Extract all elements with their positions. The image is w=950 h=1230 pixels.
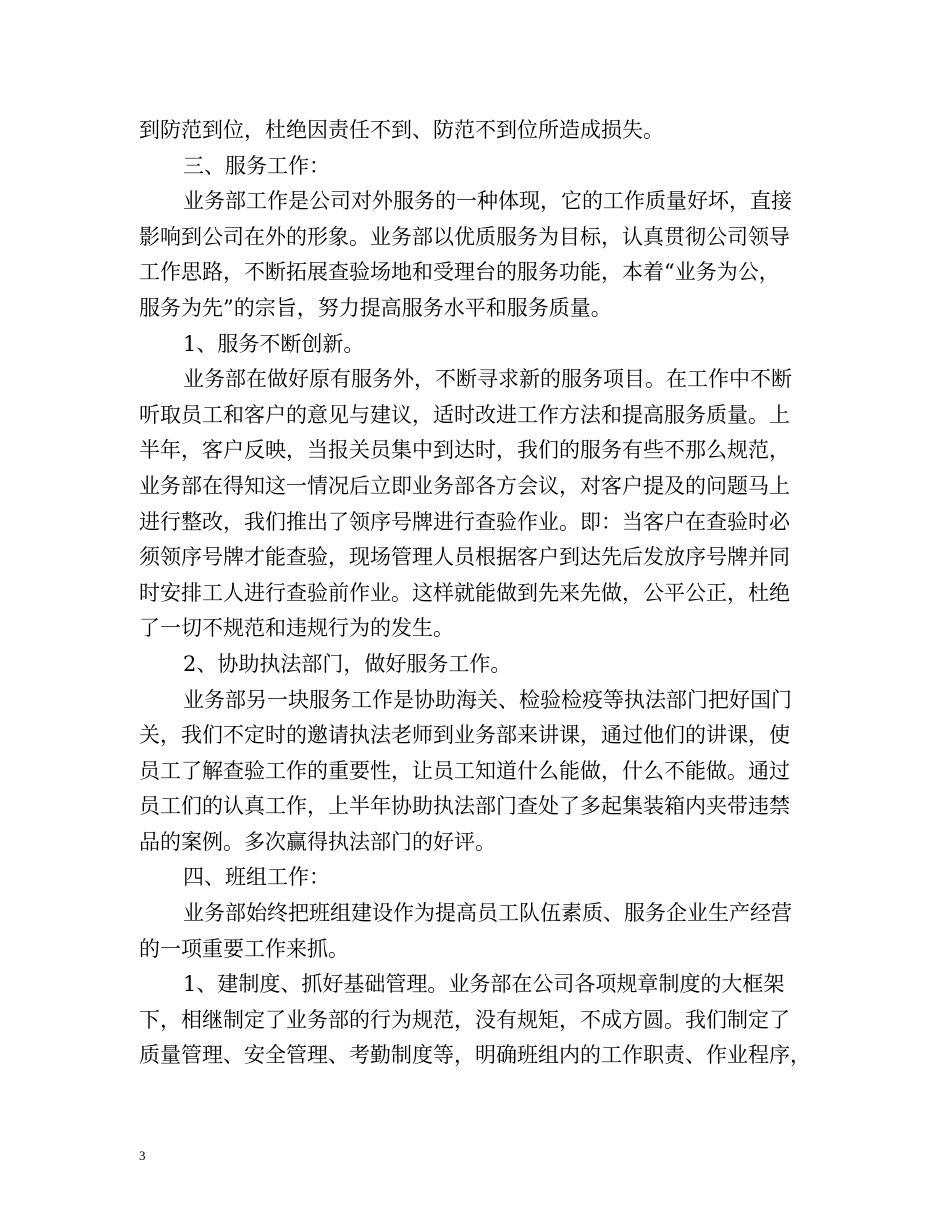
text-line: 工作思路，不断拓展查验场地和受理台的服务功能，本着“业务为公， [139,260,780,285]
text-line: 业务部在得知这一情况后立即业务部各方会议，对客户提及的问题马上 [139,473,790,498]
text-line: 员工了解查验工作的重要性，让员工知道什么能做，什么不能做。通过 [139,758,790,783]
text-line: 听取员工和客户的意见与建议，适时改进工作方法和提高服务质量。上 [139,402,790,427]
text-line: 时安排工人进行查验前作业。这样就能做到先来先做，公平公正，杜绝 [139,580,790,605]
text-line: 员工们的认真工作，上半年协助执法部门查处了多起集装箱内夹带违禁 [139,794,790,819]
text-line: 影响到公司在外的形象。业务部以优质服务为目标，认真贯彻公司领导 [139,224,790,249]
text-line: 品的案例。多次赢得执法部门的好评。 [139,829,496,854]
text-line: 的一项重要工作来抓。 [139,936,349,961]
text-line: 下，相继制定了业务部的行为规范，没有规矩，不成方圆。我们制定了 [139,1007,790,1032]
text-line: 到防范到位，杜绝因责任不到、防范不到位所造成损失。 [139,118,664,142]
document-body [139,113,813,1074]
text-line: 业务部另一块服务工作是协助海关、检验检疫等执法部门把好国门 [183,687,792,712]
text-line: 三、服务工作： [183,153,330,178]
text-line: 质量管理、安全管理、考勤制度等，明确班组内的工作职责、作业程序， [139,1043,811,1068]
text-line: 半年，客户反映，当报关员集中到达时，我们的服务有些不那么规范， [139,438,790,463]
text-line: 了一切不规范和违规行为的发生。 [139,616,454,641]
text-line: 进行整改，我们推出了领序号牌进行查验作业。即：当客户在查验时必 [139,509,790,534]
text-line: 1、服务不断创新。 [183,331,365,356]
text-line: 1、建制度、抓好基础管理。业务部在公司各项规章制度的大框架 [183,972,785,997]
text-line: 须领序号牌才能查验，现场管理人员根据客户到达先后发放序号牌并同 [139,545,790,570]
text-line: 2、协助执法部门，做好服务工作。 [183,651,512,676]
text-line: 业务部工作是公司对外服务的一种体现，它的工作质量好坏，直接 [183,189,792,214]
text-line: 四、班组工作： [183,865,330,890]
text-line: 关，我们不定时的邀请执法老师到业务部来讲课，通过他们的讲课，使 [139,723,790,748]
page-number: 3 [139,1148,146,1163]
text-line: 服务为先”的宗旨，努力提高服务水平和服务质量。 [139,295,612,320]
text-line: 业务部始终把班组建设作为提高员工队伍素质、服务企业生产经营 [183,901,792,926]
text-line: 业务部在做好原有服务外，不断寻求新的服务项目。在工作中不断 [183,367,792,392]
